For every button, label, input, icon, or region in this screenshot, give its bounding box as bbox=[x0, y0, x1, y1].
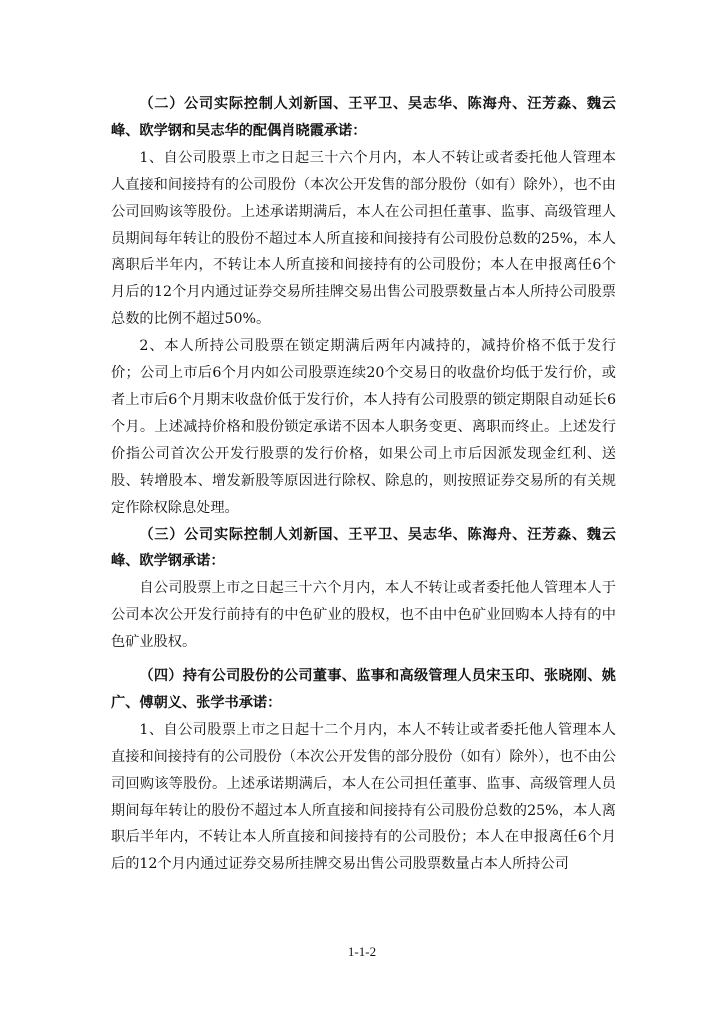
page-number: 1-1-2 bbox=[347, 944, 377, 959]
section-4-paragraph-1: 1、自公司股票上市之日起十二个月内，本人不转让或者委托他人管理本人直接和间接持有的公司股份（本次公开发售的部分股份（如有）除外），也不由公司回购该等股份。上述承诺期满后，本人在公司担任董事、监事、高级管理人员期间每年转让的股份不超过本人所直接和间接持有公司股份总数的25%，本人离职后半年内，不转让本人所直接和间接持有的公司股份；本人在申报离任6个月后的12个月内通过证券交易所挂牌交易出售公司股票数量占本人所持公司 bbox=[111, 721, 616, 873]
section-3-paragraph-1: 自公司股票上市之日起三十六个月内，本人不转让或者委托他人管理本人于公司本次公开发行前持有的中色矿业的股权，也不由中色矿业回购本人持有的中色矿业股权。 bbox=[111, 580, 616, 651]
section-2-paragraph-2: 2、本人所持公司股票在锁定期满后两年内减持的，减持价格不低于发行价；公司上市后6个月内如公司股票连续20个交易日的收盘价均低于发行价，或者上市后6个月期末收盘价低于发行价，本人持有公司股票的锁定期限自动延长6个月。上述减持价格和股份锁定承诺不因本人职务变更、离职而终止。上述发行价指公司首次公开发行股票的发行价格，如果公司上市后因派发现金红利、送股、转增股本、增发新股等原因进行除权、除息的，则按照证券交易所的有关规定作除权除息处理。 bbox=[111, 338, 616, 516]
section-2-paragraph-1: 1、自公司股票上市之日起三十六个月内，本人不转让或者委托他人管理本人直接和间接持有的公司股份（本次公开发售的部分股份（如有）除外），也不由公司回购该等股份。上述承诺期满后，本人在公司担任董事、监事、高级管理人员期间每年转让的股份不超过本人所直接和间接持有公司股份总数的25%，本人离职后半年内，不转让本人所直接和间接持有的公司股份；本人在申报离任6个月后的12个月内通过证券交易所挂牌交易出售公司股票数量占本人所持公司股票总数的比例不超过50%。 bbox=[111, 149, 616, 328]
document-page bbox=[111, 91, 616, 878]
section-3-heading: （三）公司实际控制人刘新国、王平卫、吴志华、陈海舟、汪芳淼、魏云峰、欧学钢承诺： bbox=[111, 526, 616, 570]
section-4-heading: （四）持有公司股份的公司董事、监事和高级管理人员宋玉印、张晓刚、姚广、傅朝义、张学书承诺： bbox=[111, 668, 616, 711]
section-2-heading: （二）公司实际控制人刘新国、王平卫、吴志华、陈海舟、汪芳淼、魏云峰、欧学钢和吴志华的配偶肖晓霞承诺： bbox=[111, 96, 616, 139]
